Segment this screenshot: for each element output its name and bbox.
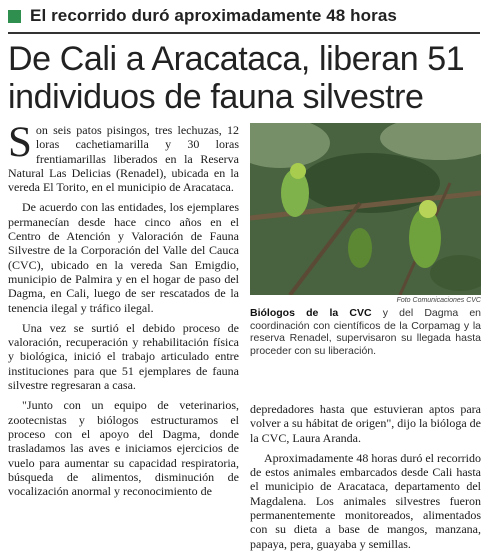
photo-caption [250,307,481,357]
headline: De Cali a Aracataca, liberan 51 individuos de fauna silvestre [8,40,465,116]
parrots-photo-illustration [250,123,481,295]
paragraph-1-text: on seis patos pisingos, tres lechuzas, 12 loras cachetiamarilla y 30 loras frentiamarillas liberados en la Reserva Natural Las Delicias (Renadel), ubicada en la vereda El Torito, en el municipio de Aracataca. [8,123,239,195]
photo-credit: Foto Comunicaciones CVC [396,297,481,304]
article-column-right [250,402,481,557]
article-column-left [8,119,239,504]
paragraph-3: Una vez se surtió el debido proceso de valoración, recuperación y rehabilitación física y biológica, inició el trabajo articulado entre instituciones para que 51 ejemplares de fauna silvestre regresaran a casa. [8,320,239,393]
paragraph-4: "Junto con un equipo de veterinarios, zootecnistas y biólogos estructuramos el proceso con el apoyo del Dagma, donde trasladamos las aves e iniciamos ejercicios de vuelo para aumentar su capacidad respiratoria, búsqueda de alimentos, disminución de vocalización anormal y reconocimiento de [8,398,239,499]
parrots-photo [250,123,481,295]
section-marker-icon [8,10,21,23]
caption-lead: Biólogos de la CVC [250,307,372,319]
top-rule [8,32,480,34]
drop-cap: S [8,119,32,166]
paragraph-6: Aproximadamente 48 horas duró el recorrido de estos animales embarcados desde Cali hasta el municipio de Aracataca, departamento del Magdalena. Los animales silvestres fueron permanentemente monitoreados, alimentados con su dieta a base de mangos, manzana, papaya, pera, guayaba y semillas. [250,450,481,551]
kicker [8,6,397,26]
kicker-text: El recorrido duró aproximadamente 48 horas [30,6,397,25]
paragraph-5: depredadores hasta que estuvieran aptos para volver a su hábitat de origen", dijo la bióloga de la CVC, Laura Aranda. [250,402,481,445]
caption-text: y del Dagma en coordinación con científicos de la Corpamag y la reserva Renadel, supervisaron su llegada hasta proceder con su liberación. [250,307,482,357]
paragraph-2: De acuerdo con las entidades, los ejemplares permanecían desde hace cinco años en el Centro de Atención y Valoración de Fauna Silvestre de la Corporación del Valle del Cauca (CVC), ubicado en la vereda San Emigdio, municipio de Palmira y en el hogar de paso del Dagma, en Cali, luego de ser rescatados de la tenencia ilegal y tráfico ilegal. [8,200,239,315]
paragraph-1 [8,119,239,195]
